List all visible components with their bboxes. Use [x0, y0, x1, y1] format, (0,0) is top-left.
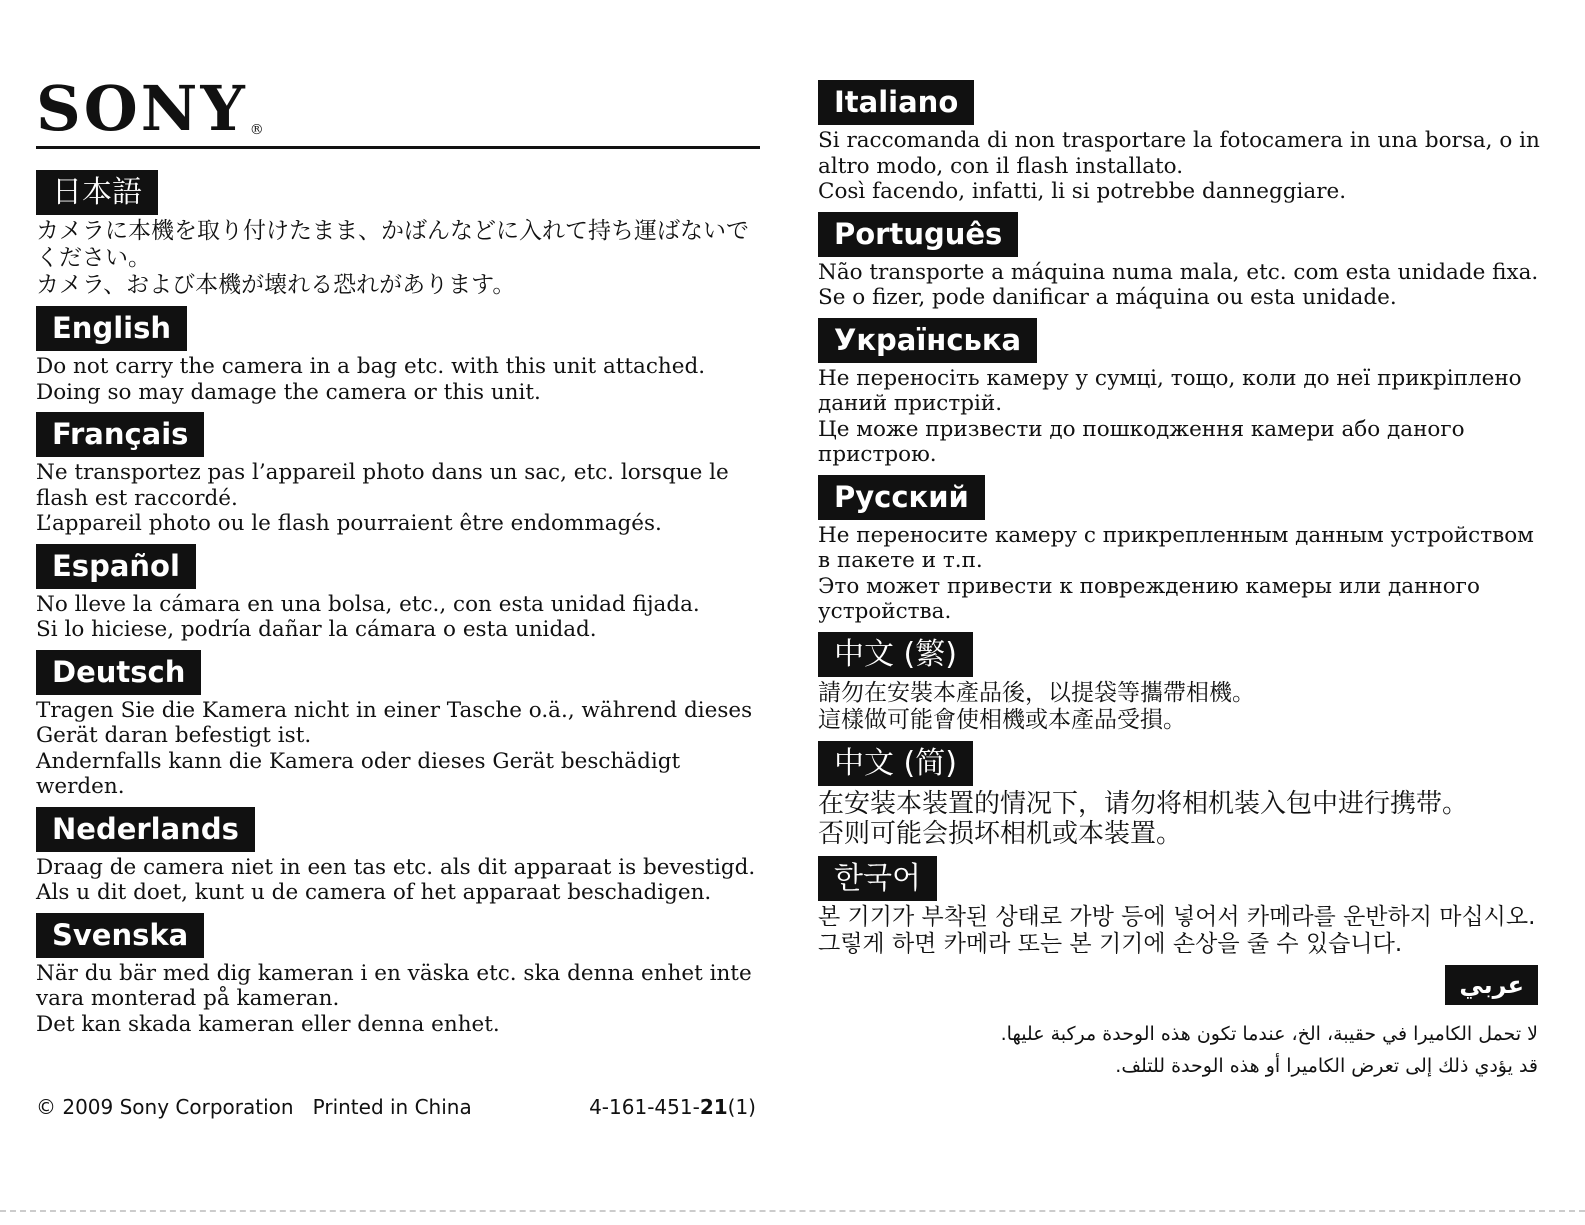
- german-line-2: Andernfalls kann die Kamera oder dieses Gerät beschädigt werden.: [36, 748, 681, 799]
- registered-mark: ®: [249, 122, 264, 138]
- swedish-line-1: När du bär med dig kameran i en väska etc. ska denna enhet inte vara monterad på kameran.: [36, 960, 752, 1011]
- lang-label-korean: 한국어: [818, 856, 937, 901]
- section-portuguese: [818, 212, 1548, 311]
- spanish-line-1: No lleve la cámara en una bolsa, etc., con esta unidad fijada.: [36, 591, 700, 617]
- spanish-line-2: Si lo hiciese, podría dañar la cámara o esta unidad.: [36, 617, 597, 642]
- chinese-simplified-line-2: 否则可能会损坏相机或本装置。: [818, 818, 1183, 849]
- lang-label-spanish: Español: [36, 544, 196, 589]
- copyright-text: © 2009 Sony Corporation: [36, 1095, 294, 1119]
- portuguese-line-2: Se o fizer, pode danificar a máquina ou esta unidade.: [818, 285, 1397, 310]
- section-ukrainian: [818, 318, 1548, 468]
- section-spanish: [36, 544, 766, 643]
- lang-label-english: English: [36, 306, 187, 351]
- lang-label-french: Français: [36, 412, 204, 457]
- section-korean: [818, 856, 1548, 958]
- lang-label-russian: Русский: [818, 475, 985, 520]
- arabic-line-1: لا تحمل الكاميرا في حقيبة، الخ، عندما تكون هذه الوحدة مركبة عليها.: [1000, 1022, 1538, 1045]
- section-russian: [818, 475, 1548, 625]
- part-number-version: 21: [699, 1095, 728, 1119]
- section-arabic: [818, 965, 1548, 1082]
- printed-in-text: Printed in China: [312, 1095, 472, 1119]
- right-column: [818, 80, 1548, 1089]
- arabic-label-wrap: [818, 965, 1548, 1008]
- section-chinese-simplified: [818, 741, 1548, 849]
- lang-label-chinese-traditional: 中文 (繁): [818, 632, 973, 677]
- section-chinese-traditional: [818, 632, 1548, 734]
- korean-line-1: 본 기기가 부착된 상태로 가방 등에 넣어서 카메라를 운반하지 마십시오.: [818, 903, 1536, 930]
- lang-label-arabic: عربي: [1445, 965, 1538, 1005]
- french-line-2: L’appareil photo ou le flash pourraient être endommagés.: [36, 511, 662, 536]
- russian-line-2: Это может привести к повреждению камеры или данного устройства.: [818, 573, 1480, 624]
- italian-line-1: Si raccomanda di non trasportare la fotocamera in una borsa, o in altro modo, con il flash installato.: [818, 128, 1540, 179]
- chinese-traditional-line-1: 請勿在安裝本產品後，以提袋等攜帶相機。: [818, 679, 1255, 706]
- japanese-line-2: カメラ、および本機が壊れる恐れがあります。: [36, 272, 516, 298]
- english-line-2: Doing so may damage the camera or this unit.: [36, 379, 541, 405]
- swedish-line-2: Det kan skada kameran eller denna enhet.: [36, 1011, 500, 1037]
- lang-label-german: Deutsch: [36, 650, 201, 695]
- arabic-text-block: [818, 1018, 1548, 1082]
- part-number: [589, 1095, 756, 1119]
- footer-copyright: [36, 1095, 472, 1119]
- japanese-line-1: カメラに本機を取り付けたまま、かばんなどに入れて持ち運ばないでください。: [36, 218, 749, 271]
- section-german: [36, 650, 766, 800]
- italian-line-2: Così facendo, infatti, li si potrebbe danneggiare.: [818, 179, 1347, 204]
- section-dutch: [36, 807, 766, 906]
- lang-label-ukrainian: Українська: [818, 318, 1037, 363]
- part-number-suffix: (1): [727, 1095, 756, 1119]
- ukrainian-line-2: Це може призвести до пошкодження камери або даного пристрою.: [818, 416, 1465, 467]
- dutch-line-1: Draag de camera niet in een tas etc. als dit apparaat is bevestigd.: [36, 854, 756, 880]
- german-line-1: Tragen Sie die Kamera nicht in einer Tasche o.ä., während dieses Gerät daran befestigt ist.: [36, 697, 753, 748]
- page-bottom-edge: [0, 1210, 1585, 1212]
- lang-label-chinese-simplified: 中文 (简): [818, 741, 973, 786]
- section-japanese: [36, 170, 766, 299]
- chinese-traditional-line-2: 這樣做可能會使相機或本產品受損。: [818, 706, 1186, 733]
- french-line-1: Ne transportez pas l’appareil photo dans un sac, etc. lorsque le flash est raccordé.: [36, 460, 729, 511]
- chinese-simplified-line-1: 在安装本装置的情况下，请勿将相机装入包中进行携带。: [818, 788, 1469, 819]
- section-italian: [818, 80, 1548, 205]
- section-french: [36, 412, 766, 537]
- ukrainian-line-1: Не переносіть камеру у сумці, тощо, коли до неї прикріплено даний пристрій.: [818, 365, 1522, 416]
- lang-label-dutch: Nederlands: [36, 807, 255, 852]
- section-english: [36, 306, 766, 405]
- arabic-line-2: قد يؤدي ذلك إلى تعرض الكاميرا أو هذه الوحدة للتلف.: [1115, 1054, 1538, 1077]
- dutch-line-2: Als u dit doet, kunt u de camera of het apparaat beschadigen.: [36, 880, 712, 905]
- header-rule: [36, 146, 760, 149]
- portuguese-line-1: Não transporte a máquina numa mala, etc. com esta unidade fixa.: [818, 259, 1539, 285]
- left-column: [36, 170, 766, 1044]
- part-number-prefix: 4-161-451-: [589, 1095, 700, 1119]
- lang-label-italian: Italiano: [818, 80, 974, 125]
- lang-label-portuguese: Português: [818, 212, 1018, 257]
- section-swedish: [36, 913, 766, 1038]
- lang-label-japanese: 日本語: [36, 170, 158, 215]
- korean-line-2: 그렇게 하면 카메라 또는 본 기기에 손상을 줄 수 있습니다.: [818, 930, 1403, 957]
- sony-logo: SONY ®: [36, 72, 264, 145]
- lang-label-swedish: Svenska: [36, 913, 204, 958]
- english-line-1: Do not carry the camera in a bag etc. with this unit attached.: [36, 354, 706, 379]
- russian-line-1: Не переносите камеру с прикрепленным данным устройством в пакете и т.п.: [818, 522, 1534, 573]
